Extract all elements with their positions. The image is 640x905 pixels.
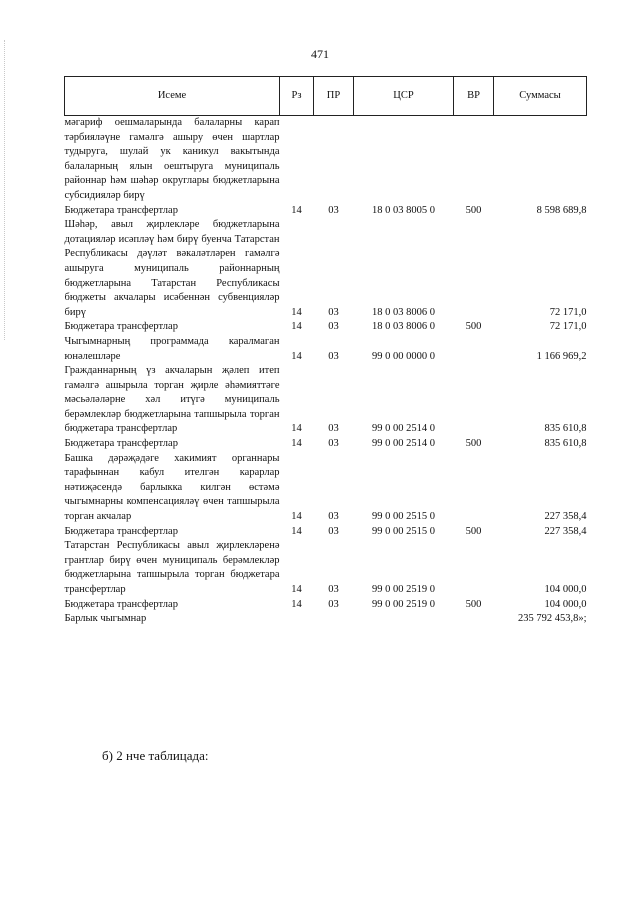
- row-name: Шәһәр, авыл җирлекләре бюджетларына дотацияләр исәпләү һәм бирү буенча Татарстан Республикасы дәүләт вәкаләтләрен гамәлгә ашыруга муниципаль районнарның бюджетларына Татарстан Республикасы бюджеты акчалары исәбеннән субвенцияләр бирү: [64, 219, 280, 318]
- row-csr: 99 0 00 2519 0: [372, 584, 435, 595]
- header-pr: ПР: [314, 77, 354, 116]
- row-csr: 18 0 03 8005 0: [372, 204, 435, 216]
- row-csr: 99 0 00 2515 0: [372, 511, 435, 523]
- row-name: Татарстан Республикасы авыл җирлекләренә грантлар бирү өчен муниципаль берәмлекләр бюджетларына тапшырыла торган бюджетара трансфертлар: [64, 540, 280, 595]
- row-name: Бюджетара трансфертлар: [64, 525, 178, 537]
- table-row: [65, 116, 587, 204]
- table-row: [65, 539, 587, 597]
- row-rz: 14: [291, 306, 302, 318]
- row-name: Бюджетара трансфертлар: [64, 321, 178, 333]
- row-name: Башка дәрәҗәдәге хакимият органнары тарафыннан кабул ителгән карарлар нәтиҗәсендә барлыкка килгән өстәмә чыгымнарны компенсацияләү өчен тапшырыла торган акчалар: [64, 452, 280, 523]
- row-pr: [314, 612, 354, 627]
- table-row: [65, 218, 587, 320]
- row-name: Бюджетара трансфертлар: [64, 438, 178, 450]
- table-row-total: [65, 612, 587, 627]
- row-name: Бюджетара трансфертлар: [64, 204, 178, 216]
- row-name: Бюджетара трансфертлар: [64, 598, 178, 610]
- row-pr: 03: [328, 598, 339, 610]
- row-vr: [454, 116, 494, 204]
- row-rz: 14: [291, 598, 302, 610]
- row-sum: 835 610,8: [544, 423, 587, 435]
- row-vr: 500: [465, 438, 482, 450]
- table-row: [65, 598, 587, 613]
- table-row: [65, 452, 587, 525]
- row-rz: 14: [291, 438, 302, 450]
- row-csr: 99 0 00 2514 0: [372, 423, 435, 435]
- table-row: [65, 525, 587, 540]
- row-vr: 500: [465, 321, 482, 333]
- row-csr: [354, 612, 454, 627]
- row-vr: [454, 612, 494, 627]
- row-sum: 1 166 969,2: [536, 350, 587, 362]
- row-rz: 14: [291, 584, 302, 595]
- row-sum: 72 171,0: [549, 306, 587, 318]
- row-sum: 104 000,0: [544, 598, 587, 610]
- row-sum: 835 610,8: [544, 438, 587, 450]
- header-vr: ВР: [454, 77, 494, 116]
- row-sum: 227 358,4: [544, 525, 587, 537]
- row-name: мәгариф оешмаларында балаларны карап тәрбияләүне гамәлгә ашыру өчен шартлар тудыруга, шулай ук каникул вакытында балаларның ялын оештыруга муниципаль районнар һәм шәһәр округлары бюджетларына субсидияләр бирү: [64, 117, 280, 201]
- row-csr: 99 0 00 2515 0: [372, 525, 435, 537]
- row-pr: 03: [328, 438, 339, 450]
- row-pr: 03: [328, 321, 339, 333]
- row-rz: 14: [291, 511, 302, 523]
- header-rz: Рз: [280, 77, 314, 116]
- row-csr: 18 0 03 8006 0: [372, 321, 435, 333]
- table-row: [65, 364, 587, 437]
- table-row: [65, 320, 587, 335]
- header-csr: ЦСР: [354, 77, 454, 116]
- row-pr: 03: [328, 350, 339, 362]
- row-sum: 235 792 453,8»;: [517, 613, 587, 625]
- table-row: [65, 204, 587, 219]
- row-pr: 03: [328, 525, 339, 537]
- row-pr: 03: [328, 306, 339, 318]
- row-rz: 14: [291, 350, 302, 362]
- row-vr: 500: [465, 204, 482, 216]
- table-header-row: [65, 77, 587, 116]
- row-rz: [280, 116, 314, 204]
- row-csr: 99 0 00 0000 0: [372, 350, 435, 362]
- row-vr: 500: [465, 525, 482, 537]
- row-vr: [454, 539, 494, 597]
- row-vr: [454, 335, 494, 364]
- row-sum: 8 598 689,8: [536, 204, 587, 216]
- row-sum: 104 000,0: [544, 584, 587, 595]
- table-row: [65, 437, 587, 452]
- budget-table-container: [64, 76, 586, 627]
- footer-text: б) 2 нче таблицада:: [102, 748, 209, 763]
- row-name: Гражданнарның үз акчаларын җәлеп итеп гамәлгә ашырыла торган җирле әһәмияттәге мәсьәләләрне хәл итүгә муниципаль берәмлекләр бюджетларына тапшырыла торган бюджетара трансфертлар: [64, 365, 280, 435]
- row-pr: 03: [328, 423, 339, 435]
- row-pr: 03: [328, 584, 339, 595]
- row-rz: 14: [291, 321, 302, 333]
- row-rz: 14: [291, 423, 302, 435]
- row-vr: [454, 364, 494, 437]
- binding-margin: [4, 40, 6, 340]
- row-csr: 99 0 00 2519 0: [372, 598, 435, 610]
- header-sum: Суммасы: [494, 77, 587, 116]
- row-csr: [354, 116, 454, 204]
- row-name: Чыгымнарның программада каралмаган юнәлешләре: [64, 335, 280, 362]
- page-number: 471: [311, 47, 329, 61]
- row-pr: 03: [328, 511, 339, 523]
- row-name: Барлык чыгымнар: [64, 613, 147, 625]
- row-csr: 99 0 00 2514 0: [372, 438, 435, 450]
- row-vr: [454, 218, 494, 320]
- header-name: Исеме: [65, 77, 280, 116]
- row-vr: 500: [465, 598, 482, 610]
- table-row: [65, 335, 587, 364]
- row-rz: 14: [291, 525, 302, 537]
- row-rz: [280, 612, 314, 627]
- row-pr: 03: [328, 204, 339, 216]
- row-rz: 14: [291, 204, 302, 216]
- row-pr: [314, 116, 354, 204]
- row-vr: [454, 452, 494, 525]
- row-sum: [494, 116, 587, 204]
- row-sum: 72 171,0: [549, 321, 587, 333]
- budget-table: [64, 76, 587, 627]
- row-sum: 227 358,4: [544, 511, 587, 523]
- row-csr: 18 0 03 8006 0: [372, 306, 435, 318]
